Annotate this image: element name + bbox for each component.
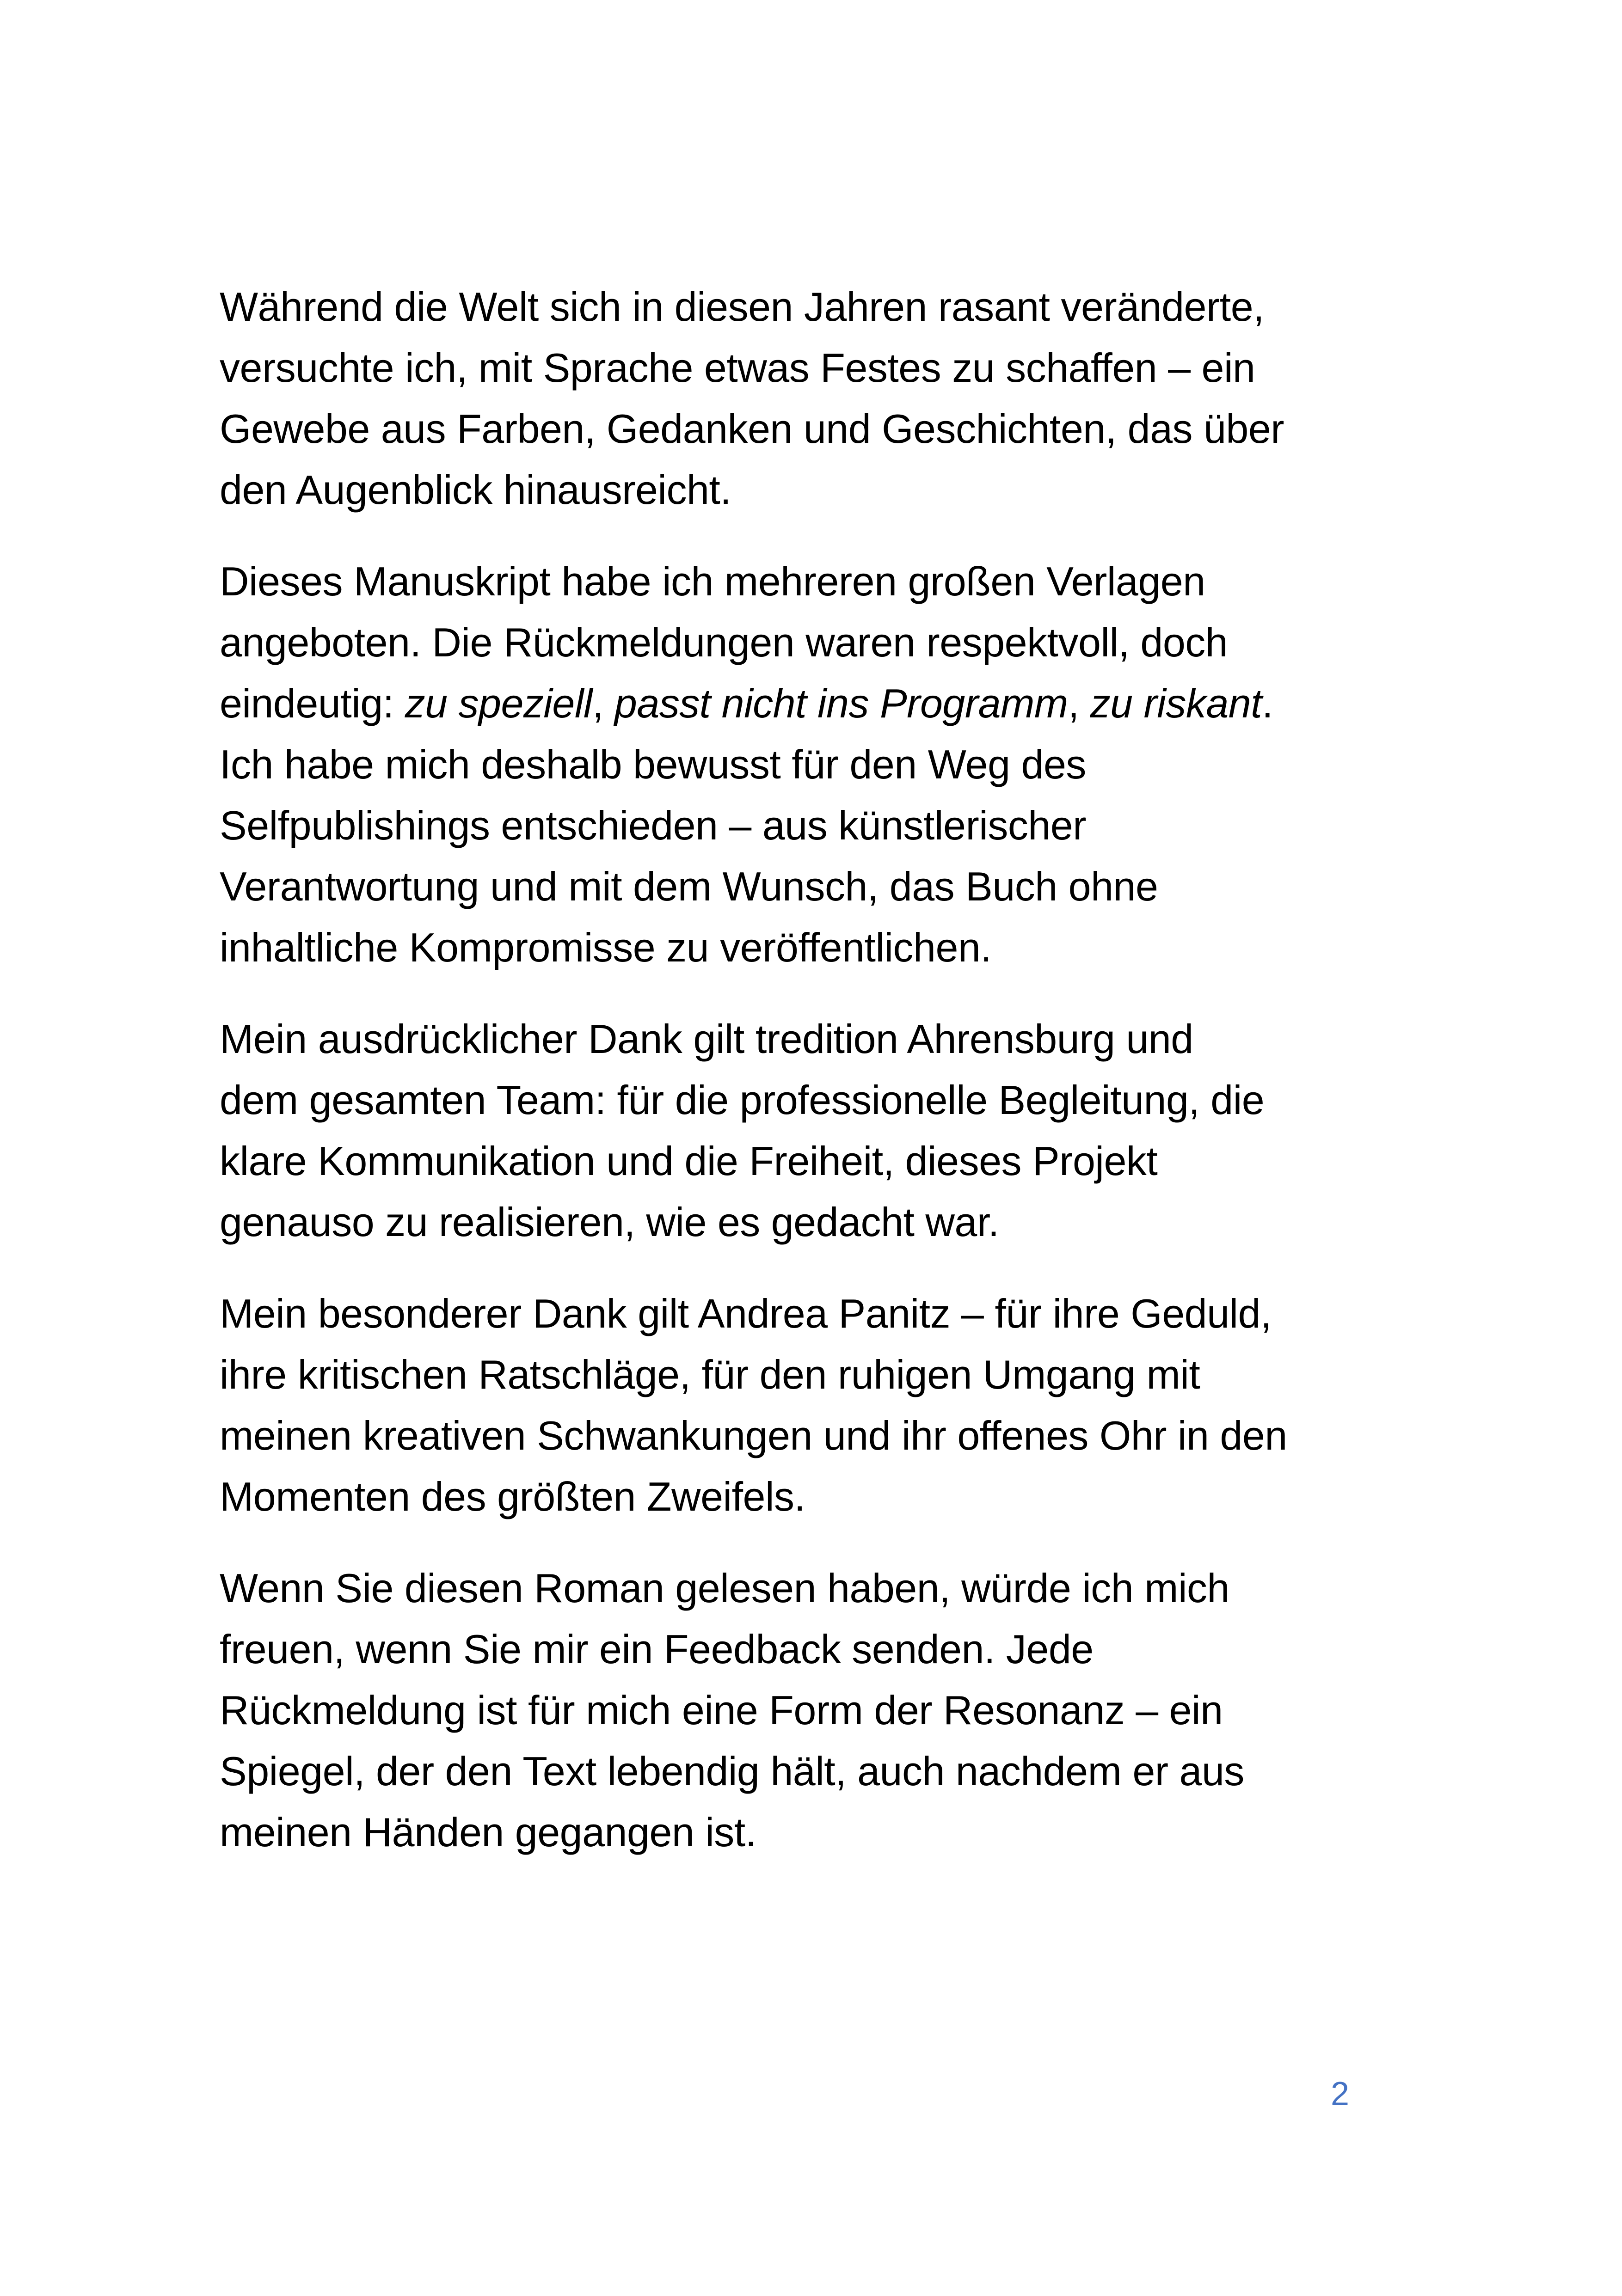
text-line xyxy=(220,1192,1366,1253)
text-segment: Spiegel, der den Text lebendig hält, auch nachdem er aus xyxy=(220,1748,1244,1794)
text-segment: Wenn Sie diesen Roman gelesen haben, würde ich mich xyxy=(220,1565,1229,1611)
text-segment: ihre kritischen Ratschläge, für den ruhigen Umgang mit xyxy=(220,1352,1200,1397)
text-segment: genauso zu realisieren, wie es gedacht war. xyxy=(220,1199,999,1245)
text-line xyxy=(220,1680,1366,1741)
text-segment: inhaltliche Kompromisse zu veröffentlichen. xyxy=(220,925,992,970)
body-text xyxy=(220,276,1366,1893)
text-line xyxy=(220,459,1366,520)
text-segment: Selfpublishings entschieden – aus künstlerischer xyxy=(220,802,1087,848)
text-line xyxy=(220,795,1366,856)
text-segment: den Augenblick hinausreicht. xyxy=(220,467,731,513)
text-segment: . xyxy=(1262,680,1273,726)
text-line xyxy=(220,276,1366,337)
paragraph xyxy=(220,276,1366,520)
text-line xyxy=(220,673,1366,734)
italic-text: zu riskant xyxy=(1090,680,1262,726)
text-segment: Mein besonderer Dank gilt Andrea Panitz – für ihre Geduld, xyxy=(220,1291,1272,1336)
text-line xyxy=(220,337,1366,398)
text-line xyxy=(220,551,1366,612)
text-line xyxy=(220,856,1366,917)
text-line xyxy=(220,1283,1366,1344)
text-segment: freuen, wenn Sie mir ein Feedback senden. Jede xyxy=(220,1626,1094,1672)
text-line xyxy=(220,612,1366,673)
text-line xyxy=(220,1131,1366,1192)
text-segment: Während die Welt sich in diesen Jahren rasant veränderte, xyxy=(220,284,1265,330)
text-line xyxy=(220,734,1366,795)
text-segment: Momenten des größten Zweifels. xyxy=(220,1474,805,1519)
text-segment: dem gesamten Team: für die professionelle Begleitung, die xyxy=(220,1077,1265,1123)
text-segment: meinen kreativen Schwankungen und ihr offenes Ohr in den xyxy=(220,1413,1287,1458)
page-number: 2 xyxy=(1331,2076,1350,2112)
italic-text: zu speziell xyxy=(405,680,592,726)
text-segment: meinen Händen gegangen ist. xyxy=(220,1809,756,1855)
text-line xyxy=(220,398,1366,459)
text-segment: eindeutig: xyxy=(220,680,405,726)
text-line xyxy=(220,1344,1366,1405)
text-line xyxy=(220,1070,1366,1131)
text-line xyxy=(220,1405,1366,1466)
text-line xyxy=(220,1741,1366,1802)
text-segment: versuchte ich, mit Sprache etwas Festes zu schaffen – ein xyxy=(220,345,1255,391)
text-segment: Ich habe mich deshalb bewusst für den Weg des xyxy=(220,741,1086,787)
text-segment: Verantwortung und mit dem Wunsch, das Buch ohne xyxy=(220,863,1158,909)
paragraph xyxy=(220,1283,1366,1527)
text-line xyxy=(220,1466,1366,1527)
text-line xyxy=(220,1619,1366,1680)
text-segment: Gewebe aus Farben, Gedanken und Geschichten, das über xyxy=(220,406,1284,452)
text-line xyxy=(220,1009,1366,1070)
text-segment: Mein ausdrücklicher Dank gilt tredition Ahrensburg und xyxy=(220,1016,1193,1062)
text-segment: Rückmeldung ist für mich eine Form der Resonanz – ein xyxy=(220,1687,1223,1733)
paragraph xyxy=(220,551,1366,978)
text-line xyxy=(220,1802,1366,1863)
text-segment: klare Kommunikation und die Freiheit, dieses Projekt xyxy=(220,1138,1158,1184)
text-segment: Dieses Manuskript habe ich mehreren großen Verlagen xyxy=(220,558,1205,604)
text-line xyxy=(220,1558,1366,1619)
text-segment: angeboten. Die Rückmeldungen waren respektvoll, doch xyxy=(220,619,1228,665)
text-segment: , xyxy=(592,680,614,726)
text-line xyxy=(220,917,1366,978)
text-segment: , xyxy=(1068,680,1090,726)
paragraph xyxy=(220,1558,1366,1863)
italic-text: passt nicht ins Programm xyxy=(614,680,1068,726)
paragraph xyxy=(220,1009,1366,1253)
